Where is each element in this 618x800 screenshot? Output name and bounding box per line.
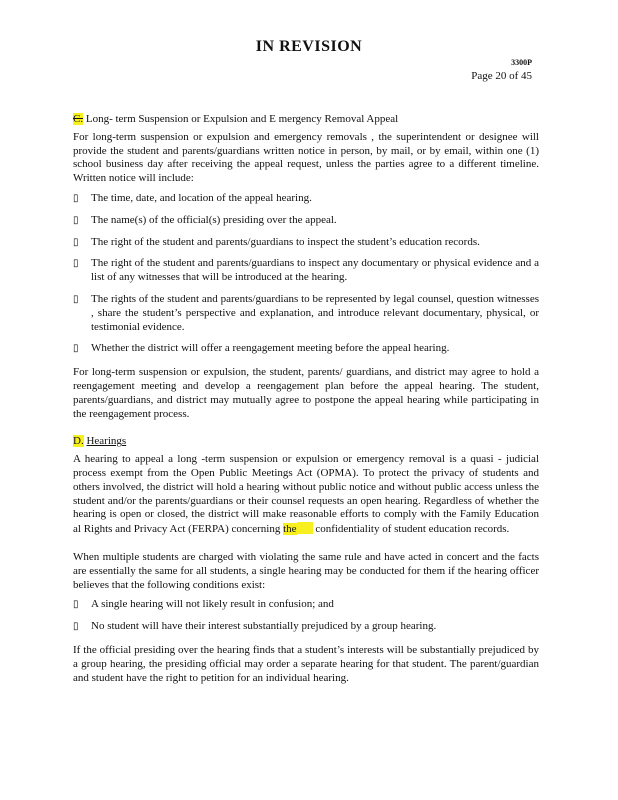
list-item: ▯ The time, date, and location of the appeal hearing. [73,191,312,204]
policy-number: 3300P [511,58,532,67]
section-d-paragraph-3: If the official presiding over the hearing finds that a student’s interests will be substantially prejudiced by a group hearing, the presiding official may order a separate hearing for that student. The parent/guardian and student have the right to petition for an individual hearing. [73,643,539,684]
bullet-icon: ▯ [73,621,79,633]
list-item: ▯ No student will have their interest substantially prejudiced by a group hearing. [73,620,437,633]
section-d-paragraph-2: When multiple students are charged with violating the same rule and have acted in concert and the facts are essentially the same for all students, a single hearing may be conducted for them if the hearing officer believes that the following conditions exist: [73,550,539,591]
section-d-marker: D. [73,435,84,448]
section-d-paragraph-1: A hearing to appeal a long -term suspension or expulsion or emergency removal is a quasi - judicial process exempt from the Open Public Meetings Act (OPMA). To protect the privacy of students and others involved, the district will hold a hearing without public notice and without public access unless the student and/or the parents/guardians or their counsel requests an open hearing. Regardless of whether the hearing is open or closed, the district will make reasonable efforts to comply with the Family Education al Rights and Privacy Act (FERPA) concerning the confidentiality of student education records. [73,453,539,536]
section-c-title: Long- term Suspension or Expulsion and E mergency Removal Appeal [85,113,399,125]
section-c-heading [73,113,539,127]
section-d-heading [73,435,539,449]
highlight-mark [297,522,313,534]
document-title: IN REVISION [255,38,363,55]
list-item: ▯ The name(s) of the official(s) presiding over the appeal. [73,213,337,226]
list-item: ▯ The right of the student and parents/guardians to inspect any documentary or physical evidence and a list of any witnesses that will be introduced at the hearing. [73,257,539,284]
bullet-icon: ▯ [73,343,79,355]
bullet-icon: ▯ [73,214,79,226]
section-c-intro: For long-term suspension or expulsion and emergency removals , the superintendent or designee will provide the student and parents/guardians written notice in person, by mail, or by email, within one (1) school business day after receiving the appeal request, unless the parties agree to a different timeline. Written notice will include: [73,130,539,185]
section-c-marker: C. [73,113,84,125]
page-number: Page 20 of 45 [471,70,532,82]
bullet-icon: ▯ [73,192,79,204]
list-item: ▯ A single hearing will not likely result in confusion; and [73,598,334,611]
document-body [73,113,539,685]
bullet-icon: ▯ [73,599,79,611]
highlighted-text: the [283,523,297,536]
list-item: ▯ The rights of the student and parents/guardians to be represented by legal counsel, question witnesses , share the student’s perspective and explanation, and introduce relevant documentary, physical, or testimonial evidence. [73,292,539,333]
section-d-bullet-list [73,598,539,634]
bullet-icon: ▯ [73,258,79,270]
list-item: ▯ Whether the district will offer a reengagement meeting before the appeal hearing. [73,342,450,355]
list-item: ▯ The right of the student and parents/guardians to inspect the student’s education records. [73,235,480,248]
section-d-title: Hearings [86,435,127,448]
section-c-bullet-list [73,192,539,356]
bullet-icon: ▯ [73,236,79,248]
bullet-icon: ▯ [73,293,79,305]
section-c-closing: For long-term suspension or expulsion, the student, parents/ guardians, and district may agree to hold a reengagement meeting and develop a reengagement plan before the appeal hearing. The student, parents/guardians, and district may mutually agree to postpone the appeal hearing while participating in the reengagement process. [73,366,539,420]
